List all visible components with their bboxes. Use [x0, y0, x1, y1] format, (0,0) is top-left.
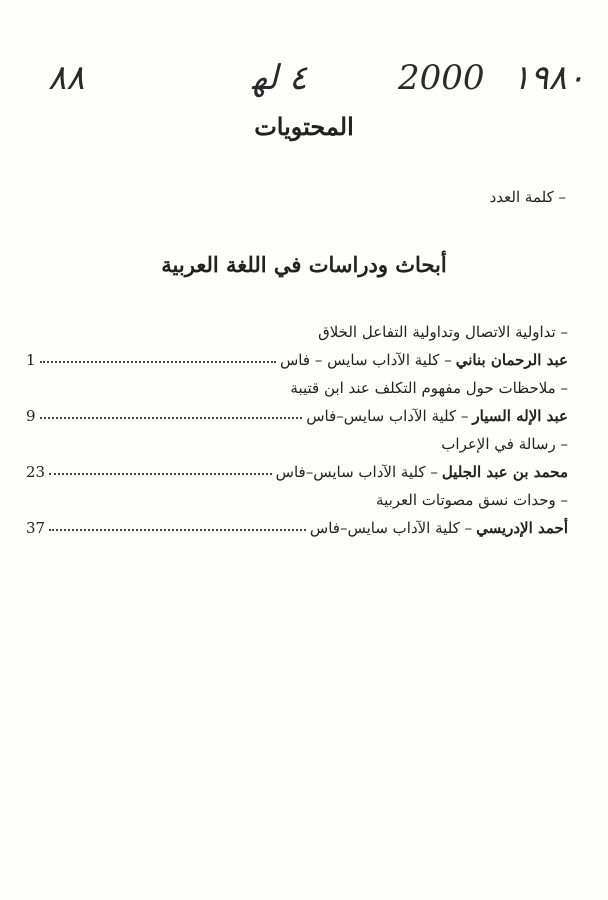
entry-author-line	[26, 462, 568, 490]
handwritten-year: 2000	[398, 58, 485, 98]
entry-affiliation: – كلية الآداب سايس–فاس	[309, 519, 473, 537]
handwritten-year-hijri: ١٩٨٠	[512, 58, 586, 98]
contents-list	[26, 322, 568, 546]
entry-affiliation: – كلية الآداب سايس – فاس	[280, 351, 452, 369]
dot-leader	[40, 349, 276, 363]
contents-entry	[26, 322, 568, 378]
entry-page-number[interactable]: 37	[26, 519, 46, 537]
contents-entry	[26, 378, 568, 434]
entry-author: عبد الرحمان بناني	[455, 351, 568, 369]
entry-author: محمد بن عبد الجليل	[441, 463, 568, 481]
entry-title[interactable]: – رسالة في الإعراب	[441, 435, 568, 453]
dot-leader	[49, 517, 306, 531]
intro-item: – كلمة العدد	[489, 188, 566, 206]
entry-author: عبد الإله السيار	[472, 407, 568, 425]
entry-title[interactable]: – ملاحظات حول مفهوم التكلف عند ابن قتيبة	[290, 379, 568, 397]
entry-page-number[interactable]: 9	[26, 407, 36, 425]
dot-leader	[49, 461, 272, 475]
entry-affiliation: – كلية الآداب سايس–فاس	[306, 407, 469, 425]
dot-leader	[40, 405, 303, 419]
entry-author: أحمد الإدريسي	[476, 519, 568, 537]
entry-author-line	[26, 350, 568, 378]
entry-affiliation: – كلية الآداب سايس–فاس	[275, 463, 438, 481]
entry-title[interactable]: – وحدات نسق مصوتات العربية	[376, 491, 568, 509]
handwritten-page-number: ٨٨	[48, 58, 85, 98]
page-title: المحتويات	[254, 112, 354, 141]
entry-title[interactable]: – تداولية الاتصال وتداولية التفاعل الخلاق	[318, 323, 568, 341]
handwritten-issue-number: ٤ ﻟﻬ	[252, 58, 308, 98]
entry-author-line	[26, 406, 568, 434]
entry-page-number[interactable]: 23	[26, 463, 46, 481]
contents-entry	[26, 434, 568, 490]
section-title: أبحاث ودراسات في اللغة العربية	[161, 252, 447, 277]
contents-entry	[26, 490, 568, 546]
entry-page-number[interactable]: 1	[26, 351, 36, 369]
entry-author-line	[26, 518, 568, 546]
